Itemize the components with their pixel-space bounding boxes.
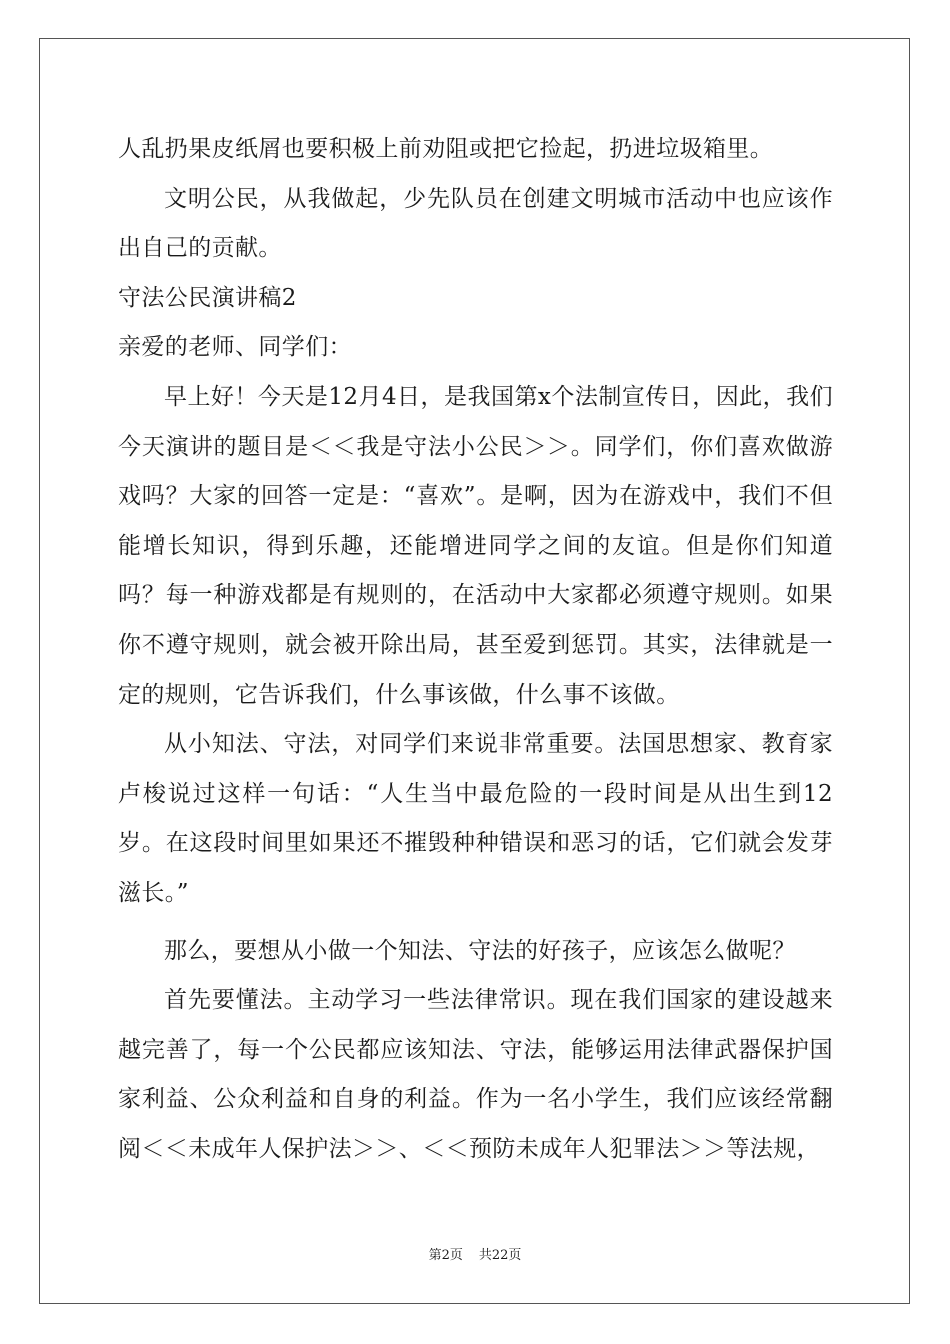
page-number: 第2页 [428,1248,463,1263]
page-footer [0,1247,950,1265]
paragraph-1: 人乱扔果皮纸屑也要积极上前劝阻或把它捡起，扔进垃圾箱里。 [118,136,774,162]
paragraph-3: 早上好！今天是12月4日，是我国第x个法制宣传日，因此，我们今天演讲的题目是＜＜我是守法小公民＞＞。同学们，你们喜欢做游戏吗？大家的回答一定是：“喜欢”。是啊，因为在游戏中，我们不但能增长知识，得到乐趣，还能增进同学之间的友谊。但是你们知道吗？每一种游戏都是有规则的，在活动中大家都必须遵守规则。如果你不遵守规则，就会被开除出局，甚至爱到惩罚。其实，法律就是一定的规则，它告诉我们，什么事该做，什么事不该做。 [118,383,833,708]
page-total: 共22页 [478,1248,522,1263]
section-title: 守法公民演讲稿2 [118,284,297,311]
paragraph-5: 那么，要想从小做一个知法、守法的好孩子，应该怎么做呢？ [164,937,796,964]
document-body [118,125,833,1174]
paragraph-2: 文明公民，从我做起，少先队员在创建文明城市活动中也应该作出自己的贡献。 [118,185,833,262]
paragraph-6: 首先要懂法。主动学习一些法律常识。现在我们国家的建设越来越完善了，每一个公民都应该知法、守法，能够运用法律武器保护国家利益、公众利益和自身的利益。作为一名小学生，我们应该经常翻阅＜＜未成年人保护法＞＞、＜＜预防未成年人犯罪法＞＞等法规， [118,987,833,1162]
salutation: 亲爱的老师、同学们： [118,334,352,361]
paragraph-4: 从小知法、守法，对同学们来说非常重要。法国思想家、教育家卢梭说过这样一句话：“人生当中最危险的一段时间是从出生到12岁。在这段时间里如果还不摧毁种种错误和恶习的话，它们就会发芽滋长。” [118,731,833,906]
